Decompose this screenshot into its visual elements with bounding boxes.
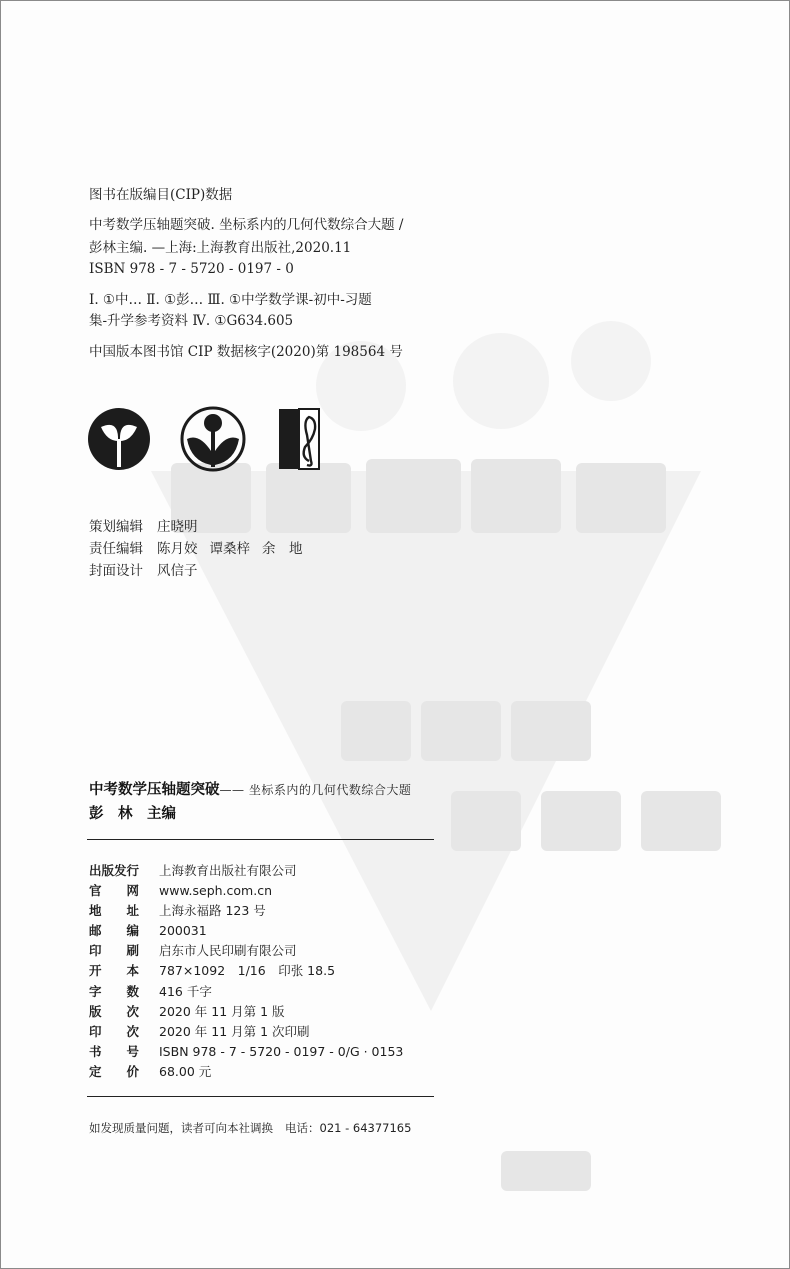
- publication-row: [89, 921, 403, 941]
- credit-role: 责任编辑: [89, 541, 143, 557]
- publication-value: www.seph.com.cn: [159, 883, 272, 899]
- publication-label: 书 号: [89, 1043, 140, 1059]
- publication-label: 官 网: [89, 883, 140, 899]
- credit-role: 策划编辑: [89, 519, 143, 535]
- quality-notice: [89, 1120, 411, 1136]
- book-title: [89, 778, 411, 799]
- notice-phone: 电话：021 - 64377165: [285, 1121, 412, 1135]
- publication-label: 地 址: [89, 903, 140, 919]
- credit-row: [89, 516, 315, 538]
- publication-row: [89, 961, 403, 981]
- publication-label: 印 刷: [89, 943, 140, 959]
- publication-value: 68.00 元: [159, 1063, 212, 1079]
- cip-classification-2: 集-升学参考资料 Ⅳ. ①G634.605: [89, 313, 294, 329]
- publication-value: 上海教育出版社有限公司: [159, 863, 297, 878]
- editorial-credits: [89, 516, 315, 582]
- cip-check-number: 中国版本图书馆 CIP 数据核字(2020)第 198564 号: [89, 344, 403, 360]
- credit-name: 庄晓明: [157, 519, 198, 535]
- credit-name: 陈月姣: [157, 541, 198, 557]
- credit-name: 谭桑梓: [209, 541, 250, 557]
- publication-row: [89, 901, 403, 921]
- publication-value: 2020 年 11 月第 1 版: [159, 1003, 285, 1019]
- divider-top: [87, 839, 434, 840]
- credit-row: [89, 560, 315, 582]
- publication-value: ISBN 978 - 7 - 5720 - 0197 - 0/G · 0153: [159, 1043, 404, 1059]
- cip-classification-1: Ⅰ. ①中… Ⅱ. ①彭… Ⅲ. ①中学数学课-初中-习题: [89, 292, 372, 308]
- publication-value: 416 千字: [159, 983, 212, 999]
- publication-label: 印 次: [89, 1023, 140, 1039]
- publication-label: 定 价: [89, 1063, 140, 1079]
- publication-value: 上海永福路 123 号: [159, 903, 266, 919]
- publication-label: 出版发行: [89, 863, 140, 878]
- divider-bottom: [87, 1096, 434, 1097]
- publication-row: [89, 941, 403, 961]
- book-subtitle: —— 坐标系内的几何代数综合大题: [219, 783, 412, 797]
- publication-value: 200031: [159, 923, 207, 939]
- publication-row: [89, 982, 403, 1002]
- publisher-flower-logo: [182, 408, 244, 470]
- publication-value: 启东市人民印刷有限公司: [159, 943, 297, 959]
- publication-row: [89, 881, 403, 901]
- publication-label: 邮 编: [89, 923, 140, 939]
- publication-value: 787×1092 1/16 印张 18.5: [159, 963, 336, 979]
- cip-editor-line: 彭林主编. —上海:上海教育出版社,2020.11: [89, 240, 352, 256]
- cip-isbn: ISBN 978 - 7 - 5720 - 0197 - 0: [89, 261, 294, 277]
- publication-details: [89, 861, 403, 1082]
- publication-label: 字 数: [89, 983, 140, 999]
- publication-row: [89, 1062, 403, 1082]
- publication-row: [89, 1022, 403, 1042]
- publisher-logos: [87, 405, 337, 477]
- publisher-sprout-logo: [88, 408, 150, 470]
- publication-label: 版 次: [89, 1003, 140, 1019]
- book-editor: 彭 林 主编: [89, 805, 176, 822]
- credit-name: 风信子: [157, 563, 198, 579]
- notice-text: 如发现质量问题，读者可向本社调换: [89, 1121, 273, 1135]
- cip-title-line: 中考数学压轴题突破. 坐标系内的几何代数综合大题 /: [89, 217, 404, 233]
- publication-row: [89, 1002, 403, 1022]
- publication-label: 开 本: [89, 963, 140, 979]
- cip-heading: 图书在版编目(CIP)数据: [89, 187, 233, 203]
- publication-row: [89, 1042, 403, 1062]
- credit-name: 余 地: [262, 541, 303, 557]
- music-press-logo: [279, 409, 319, 469]
- publication-row: [89, 861, 403, 881]
- publication-value: 2020 年 11 月第 1 次印刷: [159, 1023, 310, 1039]
- credit-row: [89, 538, 315, 560]
- credit-role: 封面设计: [89, 563, 143, 579]
- book-title-main: 中考数学压轴题突破: [89, 781, 220, 798]
